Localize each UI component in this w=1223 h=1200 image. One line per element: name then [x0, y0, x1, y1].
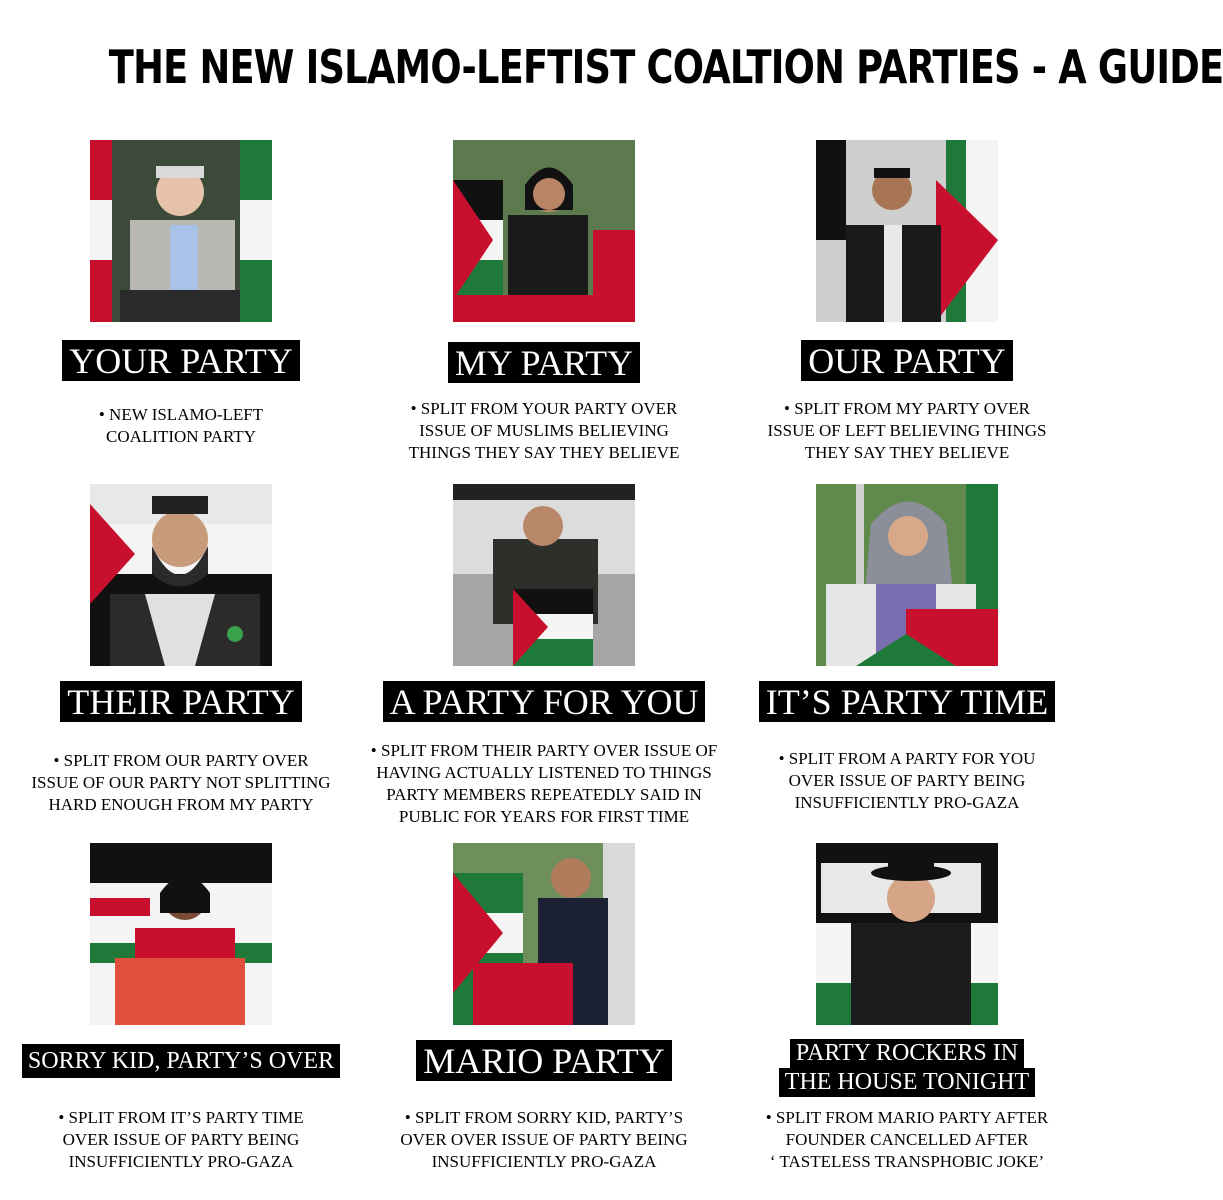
party-name: A PARTY FOR YOU: [383, 681, 706, 722]
party-card-its-party-time: [726, 484, 1088, 834]
party-photo: [90, 140, 272, 322]
party-photo: [453, 140, 635, 322]
speaker-photo: [816, 140, 998, 322]
party-photo: [816, 140, 998, 322]
party-card-party-rockers: [726, 843, 1088, 1193]
party-name: IT’S PARTY TIME: [759, 681, 1056, 722]
speaker-photo: [90, 140, 272, 322]
party-description: • SPLIT FROM MARIO PARTY AFTER FOUNDER CANCELLED AFTER ‘ TASTELESS TRANSPHOBIC JOKE’: [765, 1108, 1049, 1171]
party-name: OUR PARTY: [801, 340, 1013, 381]
party-card-their-party: [0, 484, 362, 834]
party-description: • SPLIT FROM THEIR PARTY OVER ISSUE OF HAVING ACTUALLY LISTENED TO THINGS PARTY MEMBERS REPEATEDLY SAID IN PUBLIC FOR YEARS FOR FIRST TIME: [370, 741, 718, 826]
party-photo: [90, 484, 272, 666]
party-photo: [453, 484, 635, 666]
party-photo: [816, 843, 998, 1025]
party-card-sorry-kid-partys-over: [0, 843, 362, 1193]
party-description: • SPLIT FROM OUR PARTY OVER ISSUE OF OUR PARTY NOT SPLITTING HARD ENOUGH FROM MY PARTY: [31, 751, 331, 814]
speaker-photo: [453, 140, 635, 322]
party-name: MARIO PARTY: [416, 1040, 672, 1081]
party-description: • SPLIT FROM IT’S PARTY TIME OVER ISSUE OF PARTY BEING INSUFFICIENTLY PRO-GAZA: [58, 1108, 304, 1171]
speaker-photo: [90, 484, 272, 666]
speaker-photo: [453, 843, 635, 1025]
speaker-photo: [816, 484, 998, 666]
page-title: THE NEW ISLAMO-LEFTIST COALTION PARTIES - A GUIDE: [108, 40, 1223, 94]
party-description: • NEW ISLAMO-LEFT COALITION PARTY: [98, 405, 264, 446]
party-card-our-party: [726, 140, 1088, 490]
party-description: • SPLIT FROM A PARTY FOR YOU OVER ISSUE OF PARTY BEING INSUFFICIENTLY PRO-GAZA: [778, 749, 1036, 812]
speaker-photo: [453, 484, 635, 666]
party-photo: [90, 843, 272, 1025]
party-description: • SPLIT FROM MY PARTY OVER ISSUE OF LEFT BELIEVING THINGS THEY SAY THEY BELIEVE: [767, 399, 1047, 462]
party-name-line-1: PARTY ROCKERS IN: [790, 1039, 1024, 1068]
speaker-photo: [90, 843, 272, 1025]
party-name: SORRY KID, PARTY’S OVER: [22, 1044, 340, 1078]
party-photo: [453, 843, 635, 1025]
party-name: THEIR PARTY: [60, 681, 302, 722]
party-photo: [816, 484, 998, 666]
party-name-line-2: THE HOUSE TONIGHT: [779, 1068, 1035, 1097]
party-card-your-party: [0, 140, 362, 490]
party-card-mario-party: [363, 843, 725, 1193]
speaker-photo: [816, 843, 998, 1025]
party-name: MY PARTY: [448, 342, 640, 383]
party-card-a-party-for-you: [363, 484, 725, 834]
party-name: YOUR PARTY: [62, 340, 300, 381]
party-card-my-party: [363, 140, 725, 490]
party-description: • SPLIT FROM YOUR PARTY OVER ISSUE OF MUSLIMS BELIEVING THINGS THEY SAY THEY BELIEVE: [408, 399, 680, 462]
party-description: • SPLIT FROM SORRY KID, PARTY’S OVER OVER ISSUE OF PARTY BEING INSUFFICIENTLY PRO-GAZA: [400, 1108, 688, 1171]
